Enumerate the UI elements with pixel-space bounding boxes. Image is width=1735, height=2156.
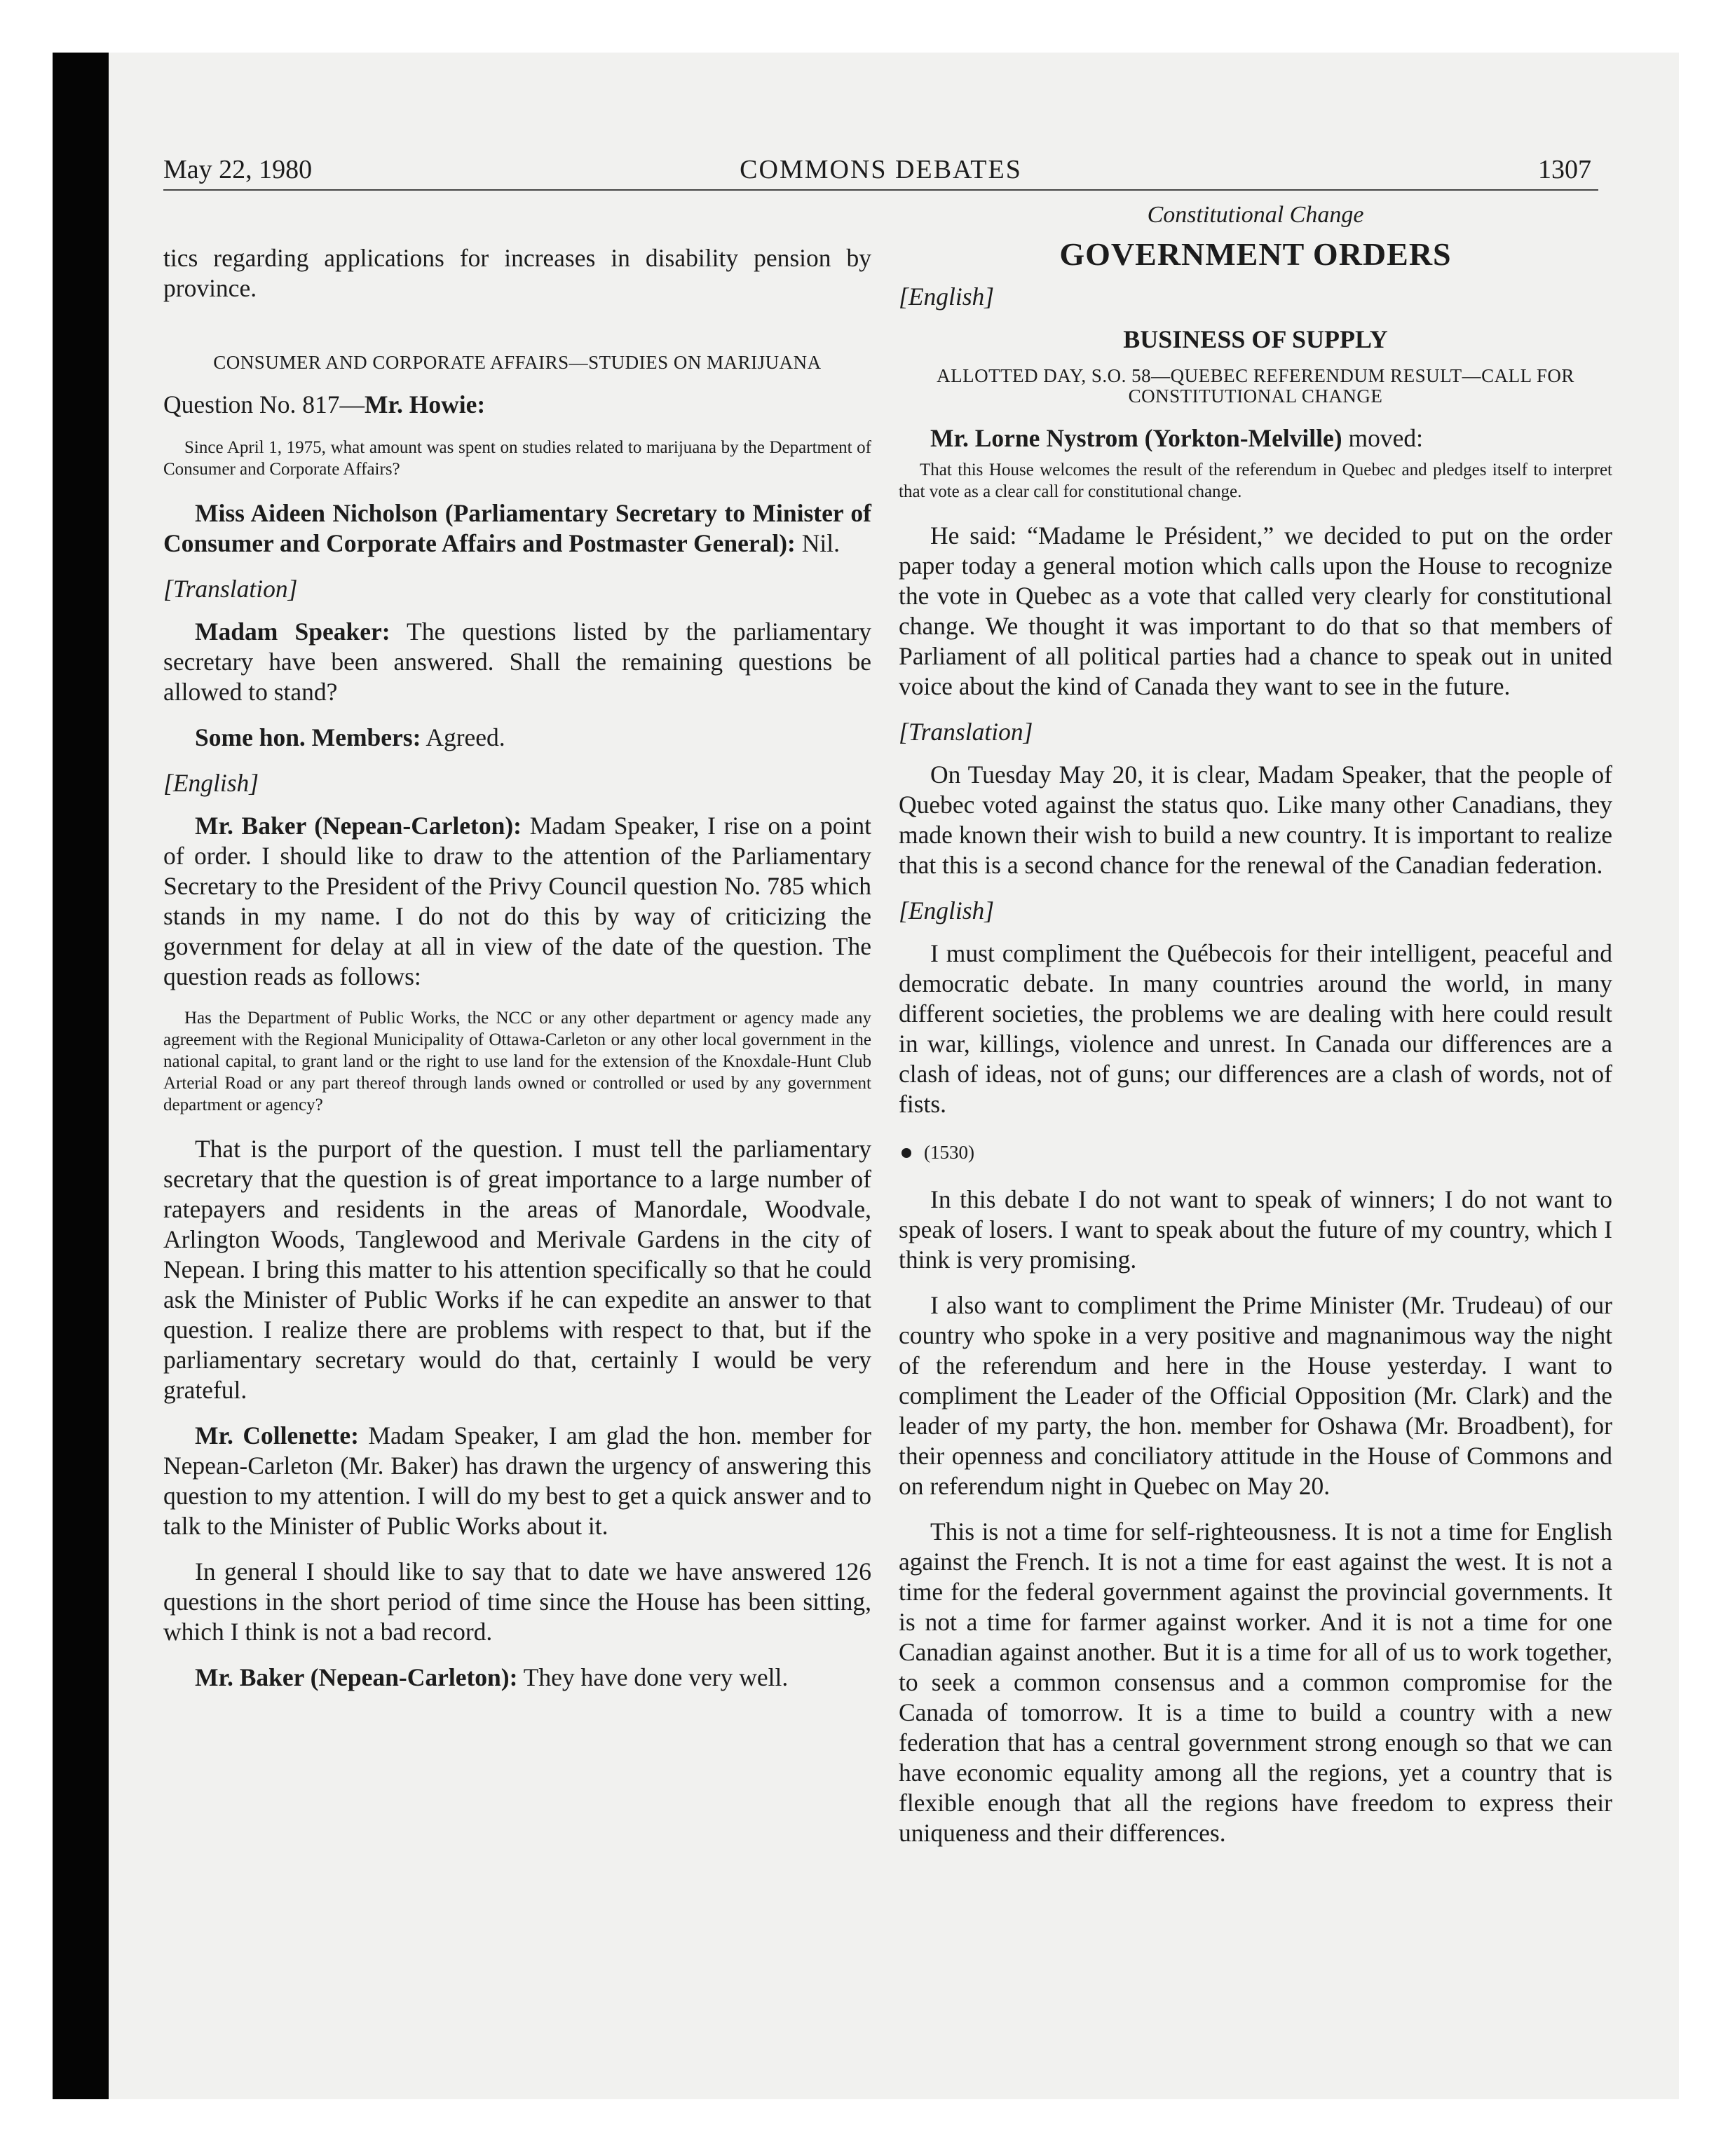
paragraph-1: He said: “Madame le Président,” we decided to put on the order paper today a general motion which calls upon the House to recognize the vote in Quebec as a vote that called very clearly for constitutional change. We thought it was important to do that so that members of Parliament of all political parties had a chance to speak out in united voice about the kind of Canada they want to see in the future. (899, 521, 1612, 700)
question-text: Since April 1, 1975, what amount was spent on studies related to marijuana by the Department of Consumer and Corporate Affairs? (163, 438, 871, 479)
mover-name: Mr. Lorne Nystrom (Yorkton-Melville) (930, 424, 1342, 452)
paragraph-3: I must compliment the Québecois for their intelligent, peaceful and democratic debate. In many countries around the world, in many different societies, the problems we are dealing with here could result in war, killings, violence and unrest. In Canada our differences are a clash of ideas, not of guns; our differences are a clash of words, not of fists. (899, 939, 1612, 1118)
intro-paragraph: tics regarding applications for increases in disability pension by province. (163, 244, 871, 302)
header-title: COMMONS DEBATES (740, 155, 1022, 184)
motion-text: That this House welcomes the result of the referendum in Quebec and pledges itself to interpret that vote as a clear call for constitutional change. (899, 460, 1612, 501)
collenette-name: Mr. Collenette: (195, 1421, 359, 1449)
answer-speaker: Miss Aideen Nicholson (Parliamentary Secretary to Minister of Consumer and Corporate Affairs and Postmaster General): (163, 499, 871, 557)
speaker-text: The questions listed by the parliamentary secretary have been answered. Shall the remaining questions be allowed to stand? (163, 618, 871, 706)
paragraph-4: In this debate I do not want to speak of winners; I do not want to speak of losers. I want to speak about the future of my country, which I think is very promising. (899, 1185, 1612, 1274)
bullet-icon (901, 1148, 911, 1158)
members-name: Some hon. Members: (195, 723, 421, 751)
english-label-right: [English] (899, 282, 995, 311)
section-heading: CONSUMER AND CORPORATE AFFAIRS—STUDIES ON MARIJUANA (213, 352, 822, 373)
members-paragraph (163, 723, 871, 753)
members-text: Agreed. (421, 723, 505, 751)
question-line (163, 390, 871, 420)
baker-reply (163, 1663, 871, 1693)
paragraph-2: On Tuesday May 20, it is clear, Madam Speaker, that the people of Quebec voted against the status quo. Like many other Canadians, they made known their wish to build a new country. It is important to realize that this is a second chance for the renewal of the Canadian federation. (899, 760, 1612, 879)
running-header (163, 147, 1598, 191)
speaker-paragraph (163, 617, 871, 707)
baker2-text: They have done very well. (517, 1663, 789, 1691)
english-label-right-2: [English] (899, 896, 995, 925)
right-column (899, 200, 1612, 1864)
baker2-name: Mr. Baker (Nepean-Carleton): (195, 1663, 518, 1691)
paragraph-5: I also want to compliment the Prime Minister (Mr. Trudeau) of our country who spoke in a very positive and magnanimous way the night of the referendum and here in the House yesterday. I want to compliment the Leader of the Official Opposition (Mr. Clark) and the leader of my party, the hon. member for Oshawa (Mr. Broadbent), for their openness and conciliatory attitude in the House of Commons and on referendum night in Quebec on May 20. (899, 1291, 1612, 1500)
collenette-continuation: In general I should like to say that to date we have answered 126 questions in the short period of time since the House has been sitting, which I think is not a bad record. (163, 1557, 871, 1646)
supply-heading: BUSINESS OF SUPPLY (1123, 325, 1388, 353)
baker-continuation: That is the purport of the question. I must tell the parliamentary secretary that the question is of great importance to a large number of ratepayers and residents in the areas of Manordale, Woodvale, Arlington Woods, Tanglewood and Merivale Gardens in the city of Nepean. I bring this matter to his attention specifically so that he could ask the Minister of Public Works if he can expedite an answer to that question. I realize there are problems with respect to that, but if the parliamentary secretary would do that, certainly I would be very grateful. (163, 1135, 871, 1404)
baker-paragraph (163, 811, 871, 992)
mover-text: moved: (1342, 424, 1423, 452)
speaker-name: Madam Speaker: (195, 618, 390, 646)
paragraph-6: This is not a time for self-righteousness. It is not a time for English against the French. It is not a time for east against the west. It is not a time for the federal government against the provincial governments. It is not a time for farmer against worker. And it is not a time for one Canadian against another. But it is a time for all of us to work together, to seek a common consensus and a common compromise for the Canada of tomorrow. It is a time to build a country with a new federation that has a central government strong enough so that we can have economic equality among all the regions, yet a country that is flexible enough that all the regions have freedom to express their uniqueness and their differences. (899, 1517, 1612, 1847)
question-author: Mr. Howie: (364, 390, 486, 418)
left-column (163, 200, 871, 1708)
english-label: [English] (163, 769, 259, 797)
mover-paragraph (899, 423, 1612, 453)
scan-edge-bar (53, 53, 109, 2099)
allotted-heading: ALLOTTED DAY, S.O. 58—QUEBEC REFERENDUM RESULT—CALL FOR CONSTITUTIONAL CHANGE (937, 365, 1574, 407)
page-number: 1307 (1538, 155, 1591, 184)
baker-text: Madam Speaker, I rise on a point of order. I should like to draw to the attention of the Parliamentary Secretary to the President of the Privy Council question No. 785 which stands in my name. I do not do this by way of criticizing the government for delay at all in view of the date of the question. The question reads as follows: (163, 812, 871, 990)
baker-name: Mr. Baker (Nepean-Carleton): (195, 812, 522, 840)
collenette-paragraph (163, 1421, 871, 1541)
translation-label: [Translation] (163, 575, 298, 603)
timestamp: (1530) (924, 1142, 974, 1163)
time-marker (899, 1138, 1612, 1168)
answer-text: Nil. (795, 529, 840, 557)
header-date: May 22, 1980 (163, 155, 313, 184)
orders-heading: GOVERNMENT ORDERS (1059, 236, 1452, 272)
quoted-question: Has the Department of Public Works, the NCC or any other department or agency made any agreement with the Regional Municipality of Ottawa-Carleton or any other local government in the national capital, to grant land or the right to use land for the extension of the Knoxdale-Hunt Club Arterial Road or any part thereof through lands owned or controlled or used by any government department or agency? (163, 1009, 871, 1114)
translation-label-right: [Translation] (899, 718, 1033, 746)
collenette-text: Madam Speaker, I am glad the hon. member for Nepean-Carleton (Mr. Baker) has drawn the urgency of answering this question to my attention. I will do my best to get a quick answer and to talk to the Minister of Public Works about it. (163, 1421, 871, 1540)
topic-heading: Constitutional Change (1147, 202, 1364, 228)
question-label: Question No. 817— (163, 390, 365, 418)
answer-paragraph (163, 498, 871, 559)
